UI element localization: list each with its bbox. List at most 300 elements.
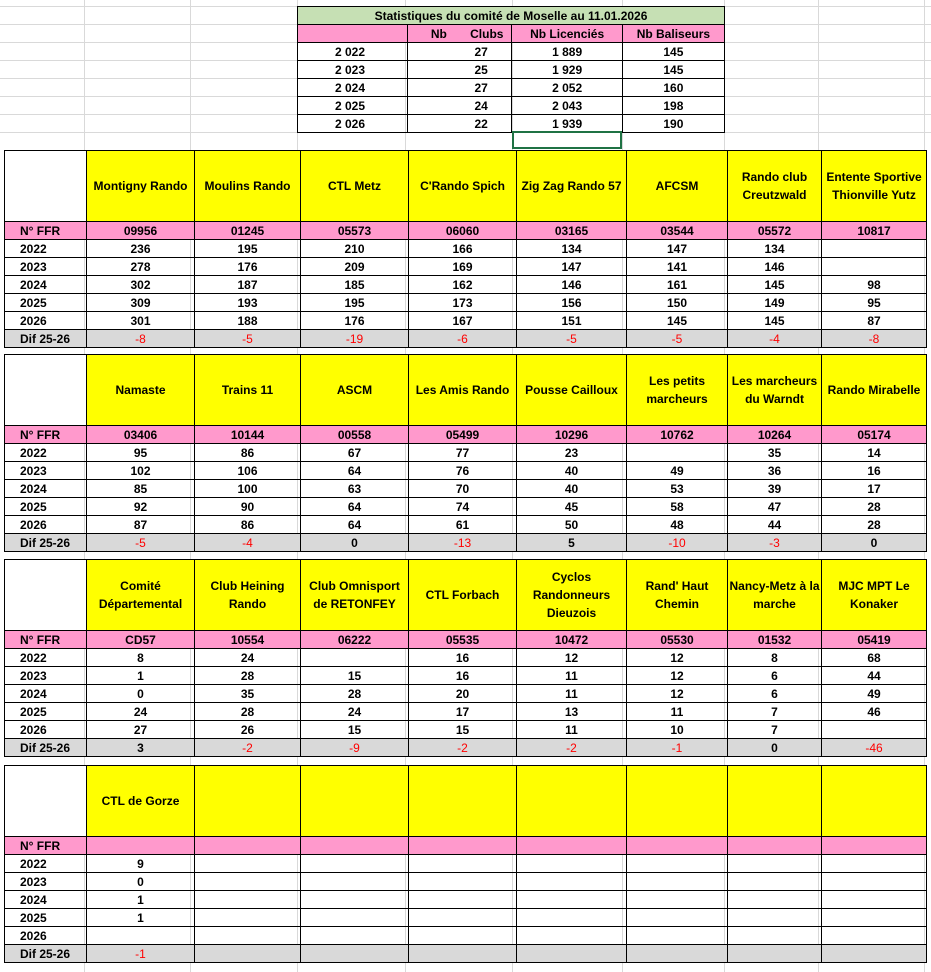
ffr-number-cell[interactable] — [409, 837, 517, 855]
ffr-label[interactable]: N° FFR — [5, 426, 87, 444]
year-label[interactable]: 2023 — [5, 462, 87, 480]
summary-header-baliseurs[interactable]: Nb Baliseurs — [622, 25, 724, 43]
member-count-cell[interactable]: 15 — [301, 667, 409, 685]
member-count-cell[interactable]: 236 — [87, 240, 195, 258]
year-label[interactable]: 2023 — [5, 258, 87, 276]
difference-cell[interactable]: 3 — [87, 739, 195, 757]
difference-cell[interactable]: 0 — [728, 739, 822, 757]
member-count-cell[interactable] — [728, 909, 822, 927]
member-count-cell[interactable]: 95 — [87, 444, 195, 462]
member-count-cell[interactable] — [822, 721, 927, 739]
member-count-cell[interactable]: 301 — [87, 312, 195, 330]
member-count-cell[interactable]: 85 — [87, 480, 195, 498]
member-count-cell[interactable]: 77 — [409, 444, 517, 462]
member-count-cell[interactable] — [409, 891, 517, 909]
member-count-cell[interactable]: 209 — [301, 258, 409, 276]
member-count-cell[interactable]: 12 — [517, 649, 627, 667]
member-count-cell[interactable]: 15 — [409, 721, 517, 739]
member-count-cell[interactable]: 64 — [301, 462, 409, 480]
summary-clubs-cell[interactable]: 27 — [451, 79, 512, 97]
ffr-number-cell[interactable]: 03165 — [517, 222, 627, 240]
member-count-cell[interactable]: 145 — [728, 312, 822, 330]
club-name-cell[interactable]: CTL Forbach — [409, 560, 517, 631]
ffr-number-cell[interactable] — [87, 837, 195, 855]
club-name-cell[interactable]: Les Amis Rando — [409, 355, 517, 426]
member-count-cell[interactable]: 173 — [409, 294, 517, 312]
difference-cell[interactable]: -6 — [409, 330, 517, 348]
difference-cell[interactable] — [517, 945, 627, 963]
year-label[interactable]: 2025 — [5, 909, 87, 927]
ffr-number-cell[interactable]: 03406 — [87, 426, 195, 444]
member-count-cell[interactable]: 161 — [627, 276, 728, 294]
summary-nb-cell[interactable] — [408, 79, 451, 97]
ffr-number-cell[interactable]: CD57 — [87, 631, 195, 649]
ffr-number-cell[interactable]: 09956 — [87, 222, 195, 240]
member-count-cell[interactable]: 68 — [822, 649, 927, 667]
member-count-cell[interactable]: 193 — [195, 294, 301, 312]
member-count-cell[interactable]: 187 — [195, 276, 301, 294]
member-count-cell[interactable]: 146 — [728, 258, 822, 276]
member-count-cell[interactable]: 35 — [728, 444, 822, 462]
member-count-cell[interactable]: 12 — [627, 667, 728, 685]
member-count-cell[interactable]: 106 — [195, 462, 301, 480]
club-name-cell[interactable]: C'Rando Spich — [409, 151, 517, 222]
ffr-number-cell[interactable]: 05530 — [627, 631, 728, 649]
member-count-cell[interactable] — [195, 909, 301, 927]
member-count-cell[interactable]: 1 — [87, 667, 195, 685]
member-count-cell[interactable] — [822, 909, 927, 927]
member-count-cell[interactable]: 195 — [301, 294, 409, 312]
member-count-cell[interactable]: 44 — [728, 516, 822, 534]
difference-cell[interactable]: -1 — [627, 739, 728, 757]
difference-cell[interactable]: -2 — [409, 739, 517, 757]
member-count-cell[interactable]: 145 — [728, 276, 822, 294]
summary-year-cell[interactable]: 2 022 — [298, 43, 408, 61]
difference-label[interactable]: Dif 25-26 — [5, 945, 87, 963]
summary-nb-cell[interactable] — [408, 61, 451, 79]
member-count-cell[interactable]: 58 — [627, 498, 728, 516]
selected-cell[interactable] — [512, 131, 622, 149]
summary-licencies-cell[interactable]: 1 939 — [512, 115, 622, 133]
year-label[interactable]: 2024 — [5, 480, 87, 498]
difference-cell[interactable]: -8 — [87, 330, 195, 348]
member-count-cell[interactable] — [728, 855, 822, 873]
member-count-cell[interactable]: 6 — [728, 667, 822, 685]
difference-cell[interactable]: -9 — [301, 739, 409, 757]
club-name-cell[interactable] — [627, 766, 728, 837]
ffr-number-cell[interactable] — [728, 837, 822, 855]
club-name-cell[interactable]: Club Omnisport de RETONFEY — [301, 560, 409, 631]
club-name-cell[interactable]: CTL de Gorze — [87, 766, 195, 837]
year-label[interactable]: 2022 — [5, 649, 87, 667]
member-count-cell[interactable] — [87, 927, 195, 945]
member-count-cell[interactable]: 147 — [517, 258, 627, 276]
summary-clubs-cell[interactable]: 24 — [451, 97, 512, 115]
year-label[interactable]: 2023 — [5, 667, 87, 685]
member-count-cell[interactable]: 147 — [627, 240, 728, 258]
ffr-number-cell[interactable]: 10472 — [517, 631, 627, 649]
member-count-cell[interactable] — [301, 855, 409, 873]
ffr-number-cell[interactable]: 06060 — [409, 222, 517, 240]
summary-nb-cell[interactable] — [408, 97, 451, 115]
summary-clubs-cell[interactable]: 22 — [451, 115, 512, 133]
member-count-cell[interactable]: 7 — [728, 703, 822, 721]
year-label[interactable]: 2024 — [5, 276, 87, 294]
member-count-cell[interactable]: 26 — [195, 721, 301, 739]
member-count-cell[interactable] — [517, 909, 627, 927]
member-count-cell[interactable]: 278 — [87, 258, 195, 276]
ffr-number-cell[interactable]: 01532 — [728, 631, 822, 649]
club-name-cell[interactable]: Namaste — [87, 355, 195, 426]
member-count-cell[interactable] — [301, 927, 409, 945]
year-label[interactable]: 2025 — [5, 498, 87, 516]
ffr-number-cell[interactable]: 05573 — [301, 222, 409, 240]
member-count-cell[interactable]: 28 — [301, 685, 409, 703]
corner-cell[interactable] — [5, 766, 87, 837]
member-count-cell[interactable]: 150 — [627, 294, 728, 312]
ffr-number-cell[interactable]: 05174 — [822, 426, 927, 444]
summary-clubs-cell[interactable]: 27 — [451, 43, 512, 61]
member-count-cell[interactable]: 27 — [87, 721, 195, 739]
member-count-cell[interactable]: 44 — [822, 667, 927, 685]
member-count-cell[interactable]: 210 — [301, 240, 409, 258]
member-count-cell[interactable] — [517, 891, 627, 909]
difference-cell[interactable] — [195, 945, 301, 963]
ffr-number-cell[interactable]: 10817 — [822, 222, 927, 240]
member-count-cell[interactable]: 11 — [627, 703, 728, 721]
year-label[interactable]: 2022 — [5, 240, 87, 258]
member-count-cell[interactable]: 102 — [87, 462, 195, 480]
difference-cell[interactable]: -10 — [627, 534, 728, 552]
difference-cell[interactable]: -1 — [87, 945, 195, 963]
member-count-cell[interactable]: 8 — [728, 649, 822, 667]
difference-cell[interactable]: -2 — [517, 739, 627, 757]
member-count-cell[interactable] — [822, 855, 927, 873]
member-count-cell[interactable] — [409, 909, 517, 927]
member-count-cell[interactable]: 98 — [822, 276, 927, 294]
member-count-cell[interactable] — [822, 927, 927, 945]
member-count-cell[interactable] — [195, 855, 301, 873]
member-count-cell[interactable]: 16 — [409, 649, 517, 667]
member-count-cell[interactable]: 28 — [822, 516, 927, 534]
difference-cell[interactable]: -5 — [195, 330, 301, 348]
member-count-cell[interactable]: 166 — [409, 240, 517, 258]
member-count-cell[interactable] — [517, 873, 627, 891]
member-count-cell[interactable]: 45 — [517, 498, 627, 516]
ffr-number-cell[interactable]: 01245 — [195, 222, 301, 240]
member-count-cell[interactable]: 86 — [195, 516, 301, 534]
member-count-cell[interactable]: 151 — [517, 312, 627, 330]
ffr-number-cell[interactable]: 10264 — [728, 426, 822, 444]
member-count-cell[interactable]: 47 — [728, 498, 822, 516]
club-name-cell[interactable]: Pousse Cailloux — [517, 355, 627, 426]
member-count-cell[interactable]: 185 — [301, 276, 409, 294]
difference-cell[interactable] — [627, 945, 728, 963]
summary-year-cell[interactable]: 2 024 — [298, 79, 408, 97]
member-count-cell[interactable]: 39 — [728, 480, 822, 498]
corner-cell[interactable] — [5, 151, 87, 222]
ffr-label[interactable]: N° FFR — [5, 631, 87, 649]
member-count-cell[interactable]: 28 — [195, 667, 301, 685]
member-count-cell[interactable]: 134 — [728, 240, 822, 258]
year-label[interactable]: 2024 — [5, 685, 87, 703]
member-count-cell[interactable]: 23 — [517, 444, 627, 462]
club-name-cell[interactable] — [822, 766, 927, 837]
ffr-number-cell[interactable] — [301, 837, 409, 855]
member-count-cell[interactable] — [195, 927, 301, 945]
member-count-cell[interactable]: 87 — [822, 312, 927, 330]
difference-cell[interactable] — [728, 945, 822, 963]
member-count-cell[interactable]: 24 — [195, 649, 301, 667]
member-count-cell[interactable]: 35 — [195, 685, 301, 703]
club-name-cell[interactable] — [409, 766, 517, 837]
summary-licencies-cell[interactable]: 2 052 — [512, 79, 622, 97]
ffr-number-cell[interactable]: 10762 — [627, 426, 728, 444]
member-count-cell[interactable] — [822, 258, 927, 276]
difference-cell[interactable]: -19 — [301, 330, 409, 348]
year-label[interactable]: 2022 — [5, 855, 87, 873]
member-count-cell[interactable]: 74 — [409, 498, 517, 516]
member-count-cell[interactable]: 28 — [195, 703, 301, 721]
member-count-cell[interactable]: 12 — [627, 649, 728, 667]
club-name-cell[interactable]: Comité Départemental — [87, 560, 195, 631]
member-count-cell[interactable]: 176 — [301, 312, 409, 330]
difference-cell[interactable]: -2 — [195, 739, 301, 757]
club-name-cell[interactable]: Moulins Rando — [195, 151, 301, 222]
club-name-cell[interactable] — [517, 766, 627, 837]
year-label[interactable]: 2026 — [5, 312, 87, 330]
club-name-cell[interactable]: MJC MPT Le Konaker — [822, 560, 927, 631]
member-count-cell[interactable]: 10 — [627, 721, 728, 739]
member-count-cell[interactable]: 11 — [517, 721, 627, 739]
ffr-number-cell[interactable]: 05419 — [822, 631, 927, 649]
summary-baliseurs-cell[interactable]: 145 — [622, 61, 724, 79]
member-count-cell[interactable]: 36 — [728, 462, 822, 480]
member-count-cell[interactable]: 149 — [728, 294, 822, 312]
member-count-cell[interactable] — [517, 855, 627, 873]
member-count-cell[interactable]: 7 — [728, 721, 822, 739]
member-count-cell[interactable]: 11 — [517, 685, 627, 703]
member-count-cell[interactable]: 167 — [409, 312, 517, 330]
member-count-cell[interactable]: 309 — [87, 294, 195, 312]
member-count-cell[interactable]: 302 — [87, 276, 195, 294]
member-count-cell[interactable] — [728, 891, 822, 909]
member-count-cell[interactable]: 146 — [517, 276, 627, 294]
member-count-cell[interactable]: 40 — [517, 462, 627, 480]
member-count-cell[interactable]: 49 — [822, 685, 927, 703]
ffr-number-cell[interactable]: 05535 — [409, 631, 517, 649]
ffr-number-cell[interactable] — [517, 837, 627, 855]
difference-cell[interactable]: -5 — [517, 330, 627, 348]
member-count-cell[interactable]: 48 — [627, 516, 728, 534]
member-count-cell[interactable]: 50 — [517, 516, 627, 534]
summary-header-nb[interactable]: Nb — [408, 25, 451, 43]
year-label[interactable]: 2025 — [5, 294, 87, 312]
member-count-cell[interactable]: 9 — [87, 855, 195, 873]
club-name-cell[interactable]: Club Heining Rando — [195, 560, 301, 631]
ffr-number-cell[interactable]: 10296 — [517, 426, 627, 444]
member-count-cell[interactable]: 14 — [822, 444, 927, 462]
member-count-cell[interactable]: 49 — [627, 462, 728, 480]
member-count-cell[interactable]: 195 — [195, 240, 301, 258]
summary-nb-cell[interactable] — [408, 43, 451, 61]
member-count-cell[interactable]: 76 — [409, 462, 517, 480]
member-count-cell[interactable]: 17 — [409, 703, 517, 721]
member-count-cell[interactable]: 156 — [517, 294, 627, 312]
club-name-cell[interactable]: ASCM — [301, 355, 409, 426]
summary-header-licencies[interactable]: Nb Licenciés — [512, 25, 622, 43]
member-count-cell[interactable]: 24 — [301, 703, 409, 721]
ffr-number-cell[interactable]: 00558 — [301, 426, 409, 444]
member-count-cell[interactable] — [822, 891, 927, 909]
member-count-cell[interactable] — [627, 891, 728, 909]
summary-licencies-cell[interactable]: 1 889 — [512, 43, 622, 61]
difference-label[interactable]: Dif 25-26 — [5, 739, 87, 757]
member-count-cell[interactable]: 100 — [195, 480, 301, 498]
ffr-number-cell[interactable]: 10144 — [195, 426, 301, 444]
difference-cell[interactable] — [822, 945, 927, 963]
member-count-cell[interactable] — [409, 873, 517, 891]
member-count-cell[interactable]: 86 — [195, 444, 301, 462]
corner-cell[interactable] — [5, 355, 87, 426]
member-count-cell[interactable]: 70 — [409, 480, 517, 498]
member-count-cell[interactable] — [301, 649, 409, 667]
year-label[interactable]: 2026 — [5, 516, 87, 534]
member-count-cell[interactable]: 17 — [822, 480, 927, 498]
member-count-cell[interactable]: 28 — [822, 498, 927, 516]
difference-cell[interactable]: -13 — [409, 534, 517, 552]
member-count-cell[interactable]: 61 — [409, 516, 517, 534]
summary-baliseurs-cell[interactable]: 198 — [622, 97, 724, 115]
summary-baliseurs-cell[interactable]: 145 — [622, 43, 724, 61]
ffr-number-cell[interactable]: 10554 — [195, 631, 301, 649]
member-count-cell[interactable]: 16 — [409, 667, 517, 685]
difference-cell[interactable] — [409, 945, 517, 963]
club-name-cell[interactable]: Les marcheurs du Warndt — [728, 355, 822, 426]
member-count-cell[interactable] — [301, 891, 409, 909]
member-count-cell[interactable]: 53 — [627, 480, 728, 498]
member-count-cell[interactable]: 63 — [301, 480, 409, 498]
ffr-label[interactable]: N° FFR — [5, 222, 87, 240]
member-count-cell[interactable] — [728, 927, 822, 945]
member-count-cell[interactable]: 46 — [822, 703, 927, 721]
club-name-cell[interactable]: Entente Sportive Thionville Yutz — [822, 151, 927, 222]
corner-cell[interactable] — [5, 560, 87, 631]
member-count-cell[interactable] — [627, 444, 728, 462]
member-count-cell[interactable]: 6 — [728, 685, 822, 703]
member-count-cell[interactable] — [627, 855, 728, 873]
club-name-cell[interactable]: Cyclos Randonneurs Dieuzois — [517, 560, 627, 631]
ffr-number-cell[interactable] — [195, 837, 301, 855]
club-name-cell[interactable]: Rando Mirabelle — [822, 355, 927, 426]
member-count-cell[interactable] — [627, 873, 728, 891]
member-count-cell[interactable] — [627, 927, 728, 945]
ffr-number-cell[interactable] — [822, 837, 927, 855]
ffr-label[interactable]: N° FFR — [5, 837, 87, 855]
difference-cell[interactable]: 5 — [517, 534, 627, 552]
member-count-cell[interactable]: 0 — [87, 685, 195, 703]
member-count-cell[interactable]: 169 — [409, 258, 517, 276]
club-name-cell[interactable]: AFCSM — [627, 151, 728, 222]
member-count-cell[interactable] — [517, 927, 627, 945]
summary-title[interactable]: Statistiques du comité de Moselle au 11.01.2026 — [298, 7, 725, 25]
difference-cell[interactable]: -5 — [87, 534, 195, 552]
member-count-cell[interactable]: 176 — [195, 258, 301, 276]
year-label[interactable]: 2026 — [5, 927, 87, 945]
club-name-cell[interactable]: Les petits marcheurs — [627, 355, 728, 426]
member-count-cell[interactable] — [822, 873, 927, 891]
member-count-cell[interactable] — [195, 891, 301, 909]
member-count-cell[interactable]: 40 — [517, 480, 627, 498]
member-count-cell[interactable]: 141 — [627, 258, 728, 276]
summary-licencies-cell[interactable]: 2 043 — [512, 97, 622, 115]
member-count-cell[interactable] — [822, 240, 927, 258]
member-count-cell[interactable]: 64 — [301, 516, 409, 534]
difference-label[interactable]: Dif 25-26 — [5, 330, 87, 348]
member-count-cell[interactable] — [301, 909, 409, 927]
difference-cell[interactable]: 0 — [822, 534, 927, 552]
club-name-cell[interactable]: Trains 11 — [195, 355, 301, 426]
year-label[interactable]: 2024 — [5, 891, 87, 909]
year-label[interactable]: 2022 — [5, 444, 87, 462]
ffr-number-cell[interactable]: 06222 — [301, 631, 409, 649]
club-name-cell[interactable] — [195, 766, 301, 837]
member-count-cell[interactable]: 20 — [409, 685, 517, 703]
difference-cell[interactable]: -46 — [822, 739, 927, 757]
club-name-cell[interactable]: Zig Zag Rando 57 — [517, 151, 627, 222]
club-name-cell[interactable]: CTL Metz — [301, 151, 409, 222]
difference-label[interactable]: Dif 25-26 — [5, 534, 87, 552]
summary-header-clubs[interactable]: Clubs — [451, 25, 512, 43]
difference-cell[interactable]: 0 — [301, 534, 409, 552]
year-label[interactable]: 2026 — [5, 721, 87, 739]
member-count-cell[interactable]: 13 — [517, 703, 627, 721]
member-count-cell[interactable]: 145 — [627, 312, 728, 330]
member-count-cell[interactable]: 92 — [87, 498, 195, 516]
member-count-cell[interactable]: 90 — [195, 498, 301, 516]
member-count-cell[interactable]: 15 — [301, 721, 409, 739]
member-count-cell[interactable]: 134 — [517, 240, 627, 258]
member-count-cell[interactable] — [195, 873, 301, 891]
summary-nb-cell[interactable] — [408, 115, 451, 133]
summary-baliseurs-cell[interactable]: 190 — [622, 115, 724, 133]
member-count-cell[interactable] — [301, 873, 409, 891]
member-count-cell[interactable] — [627, 909, 728, 927]
member-count-cell[interactable]: 95 — [822, 294, 927, 312]
member-count-cell[interactable]: 1 — [87, 909, 195, 927]
ffr-number-cell[interactable]: 03544 — [627, 222, 728, 240]
difference-cell[interactable]: -4 — [728, 330, 822, 348]
member-count-cell[interactable]: 11 — [517, 667, 627, 685]
club-name-cell[interactable] — [301, 766, 409, 837]
summary-header-year[interactable] — [298, 25, 408, 43]
member-count-cell[interactable]: 8 — [87, 649, 195, 667]
member-count-cell[interactable]: 16 — [822, 462, 927, 480]
ffr-number-cell[interactable]: 05499 — [409, 426, 517, 444]
member-count-cell[interactable]: 1 — [87, 891, 195, 909]
member-count-cell[interactable]: 0 — [87, 873, 195, 891]
club-name-cell[interactable]: Nancy-Metz à la marche — [728, 560, 822, 631]
summary-clubs-cell[interactable]: 25 — [451, 61, 512, 79]
club-name-cell[interactable] — [728, 766, 822, 837]
member-count-cell[interactable] — [728, 873, 822, 891]
club-name-cell[interactable]: Rando club Creutzwald — [728, 151, 822, 222]
member-count-cell[interactable]: 24 — [87, 703, 195, 721]
ffr-number-cell[interactable] — [627, 837, 728, 855]
club-name-cell[interactable]: Montigny Rando — [87, 151, 195, 222]
member-count-cell[interactable]: 188 — [195, 312, 301, 330]
difference-cell[interactable]: -8 — [822, 330, 927, 348]
